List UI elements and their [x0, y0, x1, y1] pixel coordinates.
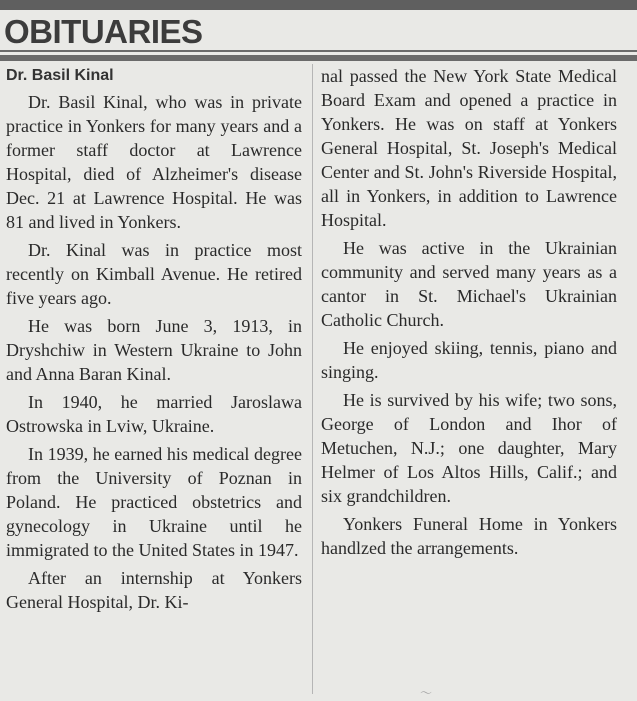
- section-title: OBITUARIES: [4, 13, 203, 50]
- right-paragraph: He enjoyed skiing, tennis, piano and singing.: [321, 338, 617, 382]
- obituary-name: Dr. Basil Kinal: [6, 67, 114, 84]
- left-paragraph: Dr. Basil Kinal, who was in private practice in Yonkers for many years and a former staff doctor at Lawrence Hospital, died of Alzheimer's disease Dec. 21 at Lawrence Hospital. He was 81 and lived in Yonkers.: [6, 92, 302, 232]
- left-paragraph: In 1939, he earned his medical degree from the University of Poznan in Poland. He practiced obstetrics and gynecology in Ukraine until he immigrated to the United States in 1947.: [6, 444, 302, 560]
- column-divider: [312, 64, 313, 694]
- left-paragraph: In 1940, he married Jaroslawa Ostrowska in Lviw, Ukraine.: [6, 392, 302, 436]
- left-paragraph: He was born June 3, 1913, in Dryshchiw in Western Ukraine to John and Anna Baran Kinal.: [6, 316, 302, 384]
- top-border-bar: [0, 0, 637, 10]
- header-rule-thick: [0, 55, 637, 61]
- right-paragraph: nal passed the New York State Medical Board Exam and opened a practice in Yonkers. He was on staff at Yonkers General Hospital, St. Joseph's Medical Center and St. John's Riverside Hospital, all in Yonkers, in addition to Lawrence Hospital.: [321, 66, 617, 230]
- right-paragraph: He was active in the Ukrainian community and served many years as a cantor in St. Michael's Ukrainian Catholic Church.: [321, 238, 617, 330]
- right-paragraph: Yonkers Funeral Home in Yonkers handlzed the arrangements.: [321, 514, 617, 558]
- header-rule-thin: [0, 50, 637, 52]
- left-column: [6, 64, 302, 618]
- scan-smudge-mark: 〜: [420, 686, 433, 700]
- left-paragraph: Dr. Kinal was in practice most recently on Kimball Avenue. He retired five years ago.: [6, 240, 302, 308]
- right-column: [321, 64, 617, 564]
- right-paragraph: He is survived by his wife; two sons, George of London and Ihor of Metuchen, N.J.; one daughter, Mary Helmer of Los Altos Hills, Calif.; and six grandchildren.: [321, 390, 617, 506]
- left-paragraph: After an internship at Yonkers General Hospital, Dr. Ki-: [6, 568, 302, 612]
